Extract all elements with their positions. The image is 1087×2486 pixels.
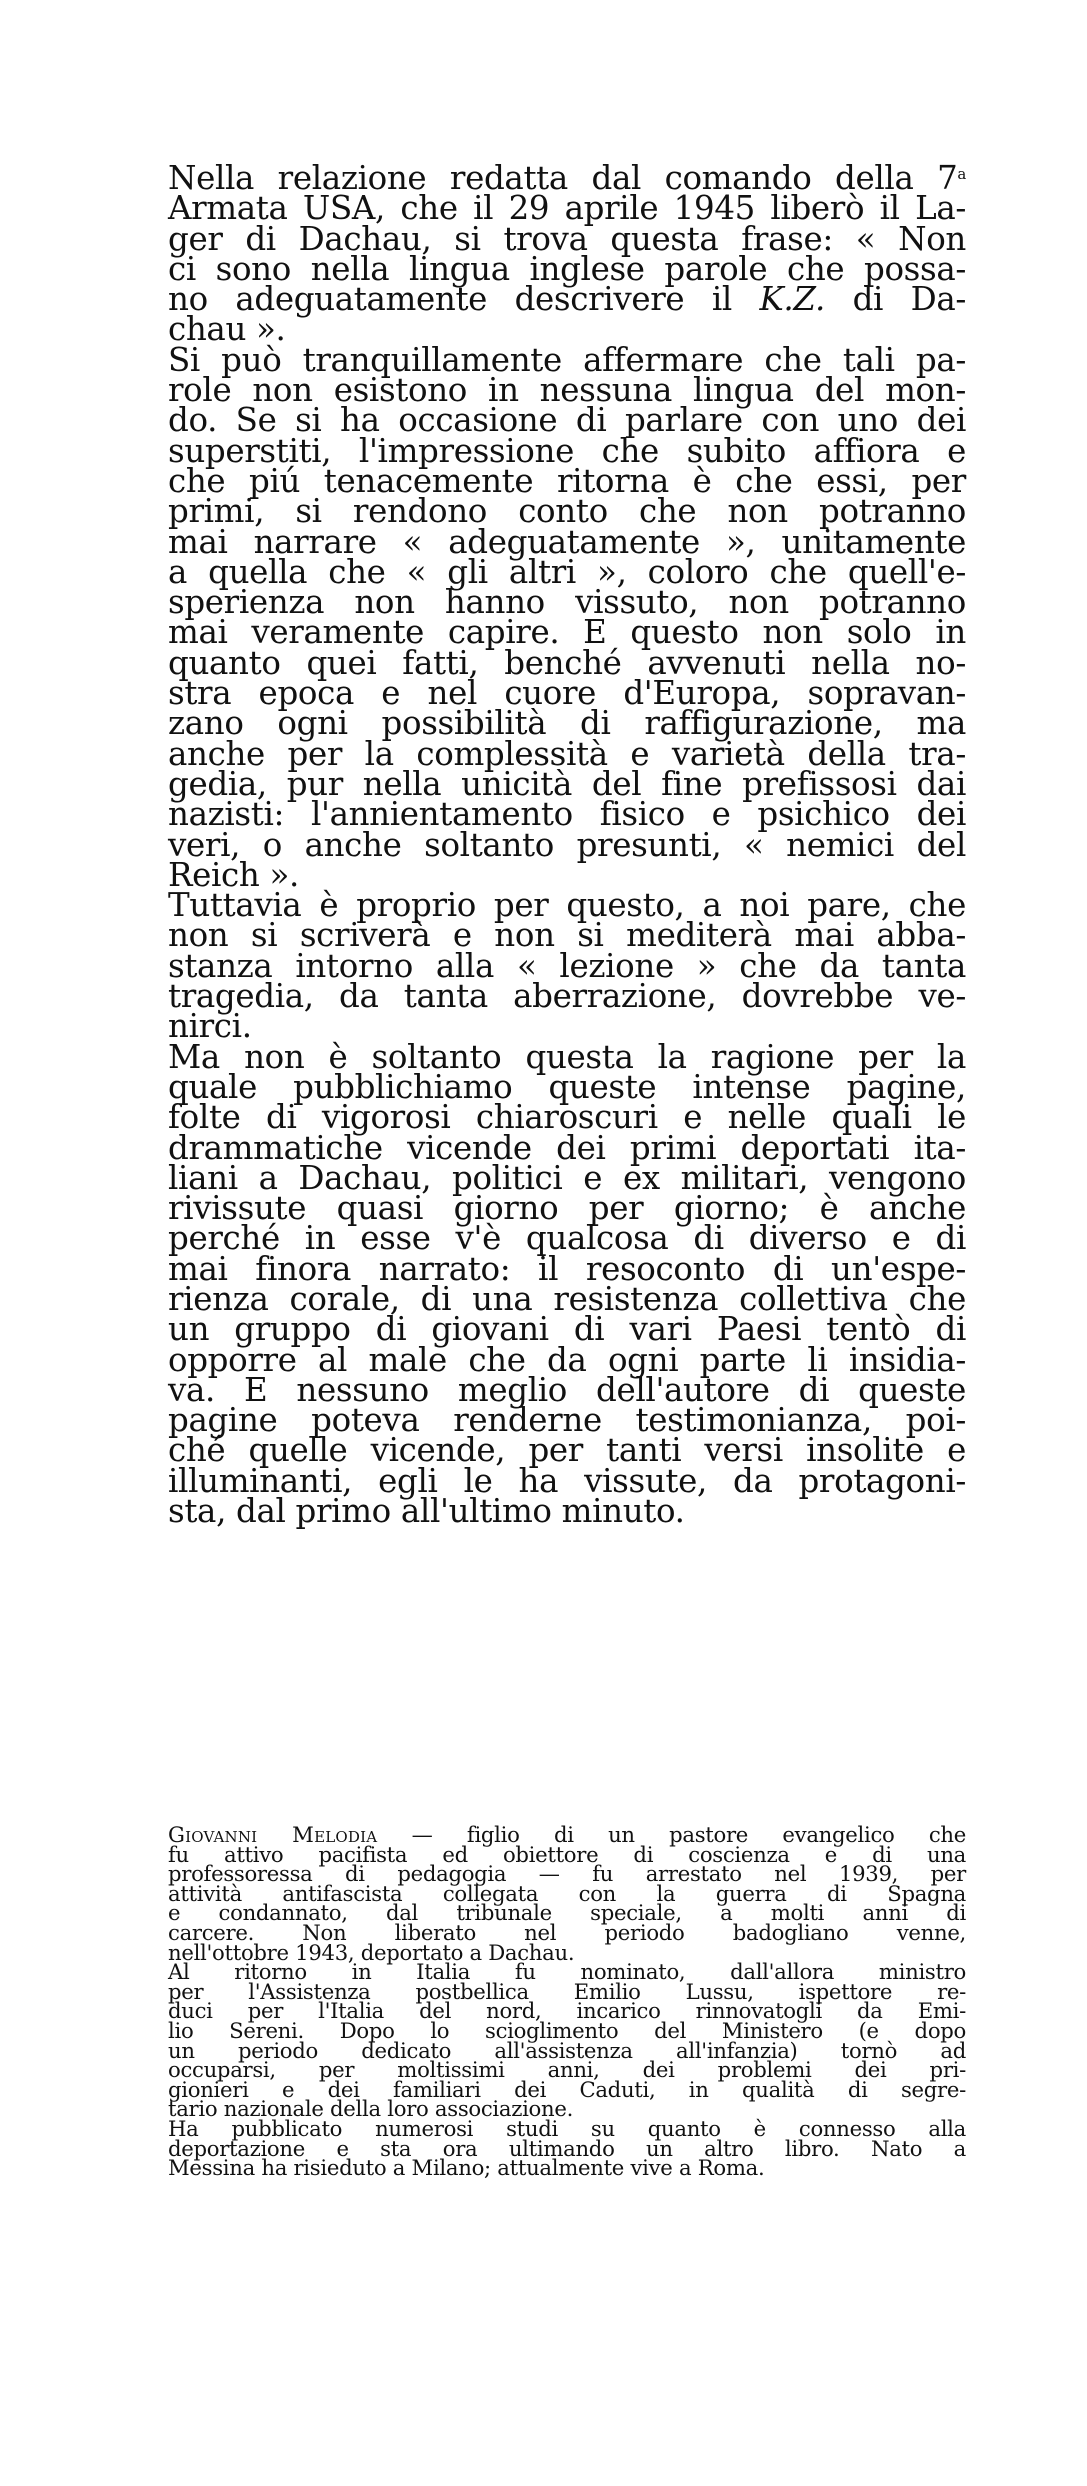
bio-line: attività antifascista collegata con la guerra di Spagna [168,1880,966,1906]
text-line: rivissute quasi giorno per giorno; è anche [168,1189,966,1228]
bio-line: Ha pubblicato numerosi studi su quanto è connesso alla [168,2115,966,2141]
text-line: folte di vigorosi chiaroscuri e nelle quali le [168,1098,966,1137]
bio-line: Al ritorno in Italia fu nominato, dall'allora ministro [168,1959,966,1985]
author-biography [168,1822,966,2181]
bio-line: lio Sereni. Dopo lo scioglimento del Ministero (e dopo [168,2017,966,2043]
text-line: opporre al male che da ogni parte li insidia- [168,1340,966,1379]
bio-line: professoressa di pedagogia — fu arrestato nel 1939, per [168,1861,966,1887]
text-line: role non esistono in nessuna lingua del mon- [168,371,966,410]
bio-line: fu attivo pacifista ed obiettore di coscienza e di una [168,1841,966,1867]
bio-line: tario nazionale della loro associazione. [168,2096,574,2122]
text-line: veri, o anche soltanto presunti, « nemici del [168,825,966,864]
bio-line: per l'Assistenza postbellica Emilio Lussu, ispettore re- [168,1978,966,2004]
text-line: a quella che « gli altri », coloro che quell'e- [168,552,966,591]
text-line: Ma non è soltanto questa la ragione per la [168,1037,966,1076]
text-line: nazisti: l'annientamento fisico e psichico dei [168,795,966,834]
bio-line: nell'ottobre 1943, deportato a Dachau. [168,1939,575,1965]
text-line: Tuttavia è proprio per questo, a noi pare, che [168,886,966,925]
text-line: do. Se si ha occasione di parlare con uno dei [168,401,966,440]
text-line: che piú tenacemente ritorna è che essi, per [168,461,966,500]
text-line: rienza corale, di una resistenza collettiva che [168,1279,966,1318]
text-line: un gruppo di giovani di vari Paesi tentò di [168,1310,966,1349]
text-line: sta, dal primo all'ultimo minuto. [168,1492,685,1531]
text-line: illuminanti, egli le ha vissute, da protagoni- [168,1461,966,1500]
text-line: mai veramente capire. E questo non solo in [168,613,966,652]
paragraph [168,159,967,349]
text-line: quale pubblichiamo queste intense pagine, [168,1067,966,1106]
text-line: perché in esse v'è qualcosa di diverso e di [168,1219,966,1258]
text-line: zano ogni possibilità di raffigurazione, ma [168,704,966,743]
bio-line: occuparsi, per moltissimi anni, dei problemi dei pri- [168,2057,966,2083]
text-line: no adeguatamente descrivere il K.Z. di Da- [168,280,967,319]
text-line: ci sono nella lingua inglese parole che possa- [168,249,966,288]
text-line: anche per la complessità e varietà della tra- [168,734,966,773]
text-line: Armata USA, che il 29 aprile 1945 liberò il La- [168,189,966,228]
bio-line: gionieri e dei familiari dei Caduti, in qualità di segre- [168,2076,966,2102]
text-line: quanto quei fatti, benché avvenuti nella no- [168,643,966,682]
bio-first-line-text: — figlio di un pastore evangelico che [377,1822,966,1847]
bio-line: Messina ha risieduto a Milano; attualmente vive a Roma. [168,2155,765,2181]
text-line: tragedia, da tanta aberrazione, dovrebbe ve- [168,977,966,1016]
text-line: mai narrare « adeguatamente », unitamente [168,522,966,561]
text-line: superstiti, l'impressione che subito affiora e [168,431,966,470]
bio-line: un periodo dedicato all'assistenza all'infanzia) tornò ad [168,2037,966,2063]
text-line: Si può tranquillamente affermare che tali pa- [168,340,966,379]
text-line: pagine poteva renderne testimonianza, poi- [168,1401,966,1440]
text-line: nirci. [168,1007,252,1046]
author-name: Giovanni Melodia [168,1822,378,1847]
paragraph [168,1037,966,1531]
text-line: drammatiche vicende dei primi deportati ita- [168,1128,966,1167]
text-line: ger di Dachau, si trova questa frase: « Non [168,219,966,258]
text-line: primi, si rendono conto che non potranno [168,492,966,531]
text-line: stra epoca e nel cuore d'Europa, sopravan- [168,674,966,713]
text-line: sperienza non hanno vissuto, non potranno [168,583,966,622]
bio-line: duci per l'Italia del nord, incarico rinnovatogli da Emi- [168,1998,966,2024]
bio-line: deportazione e sta ora ultimando un altro libro. Nato a [168,2135,966,2161]
bio-line: e condannato, dal tribunale speciale, a molti anni di [168,1900,966,1926]
text-line: gedia, pur nella unicità del fine prefissosi dai [168,764,966,803]
text-line: ché quelle vicende, per tanti versi insolite e [168,1431,966,1470]
text-line: liani a Dachau, politici e ex militari, vengono [168,1158,966,1197]
text-line: stanza intorno alla « lezione » che da tanta [168,946,966,985]
paragraph [168,886,966,1046]
flap-main-text [168,159,967,1531]
text-line: Nella relazione redatta dal comando della 7$^a$ [168,159,966,197]
ordinal-suffix: a [957,165,966,183]
text-line: Reich ». [168,855,299,894]
text-line: chau ». [168,310,286,349]
text-line: non si scriverà e non si mediterà mai abba- [168,916,966,955]
bio-line: carcere. Non liberato nel periodo badogliano venne, [168,1919,966,1945]
text-line: va. E nessuno meglio dell'autore di queste [168,1370,966,1409]
paragraph [168,340,966,894]
text-line: mai finora narrato: il resoconto di un'espe- [168,1249,966,1288]
